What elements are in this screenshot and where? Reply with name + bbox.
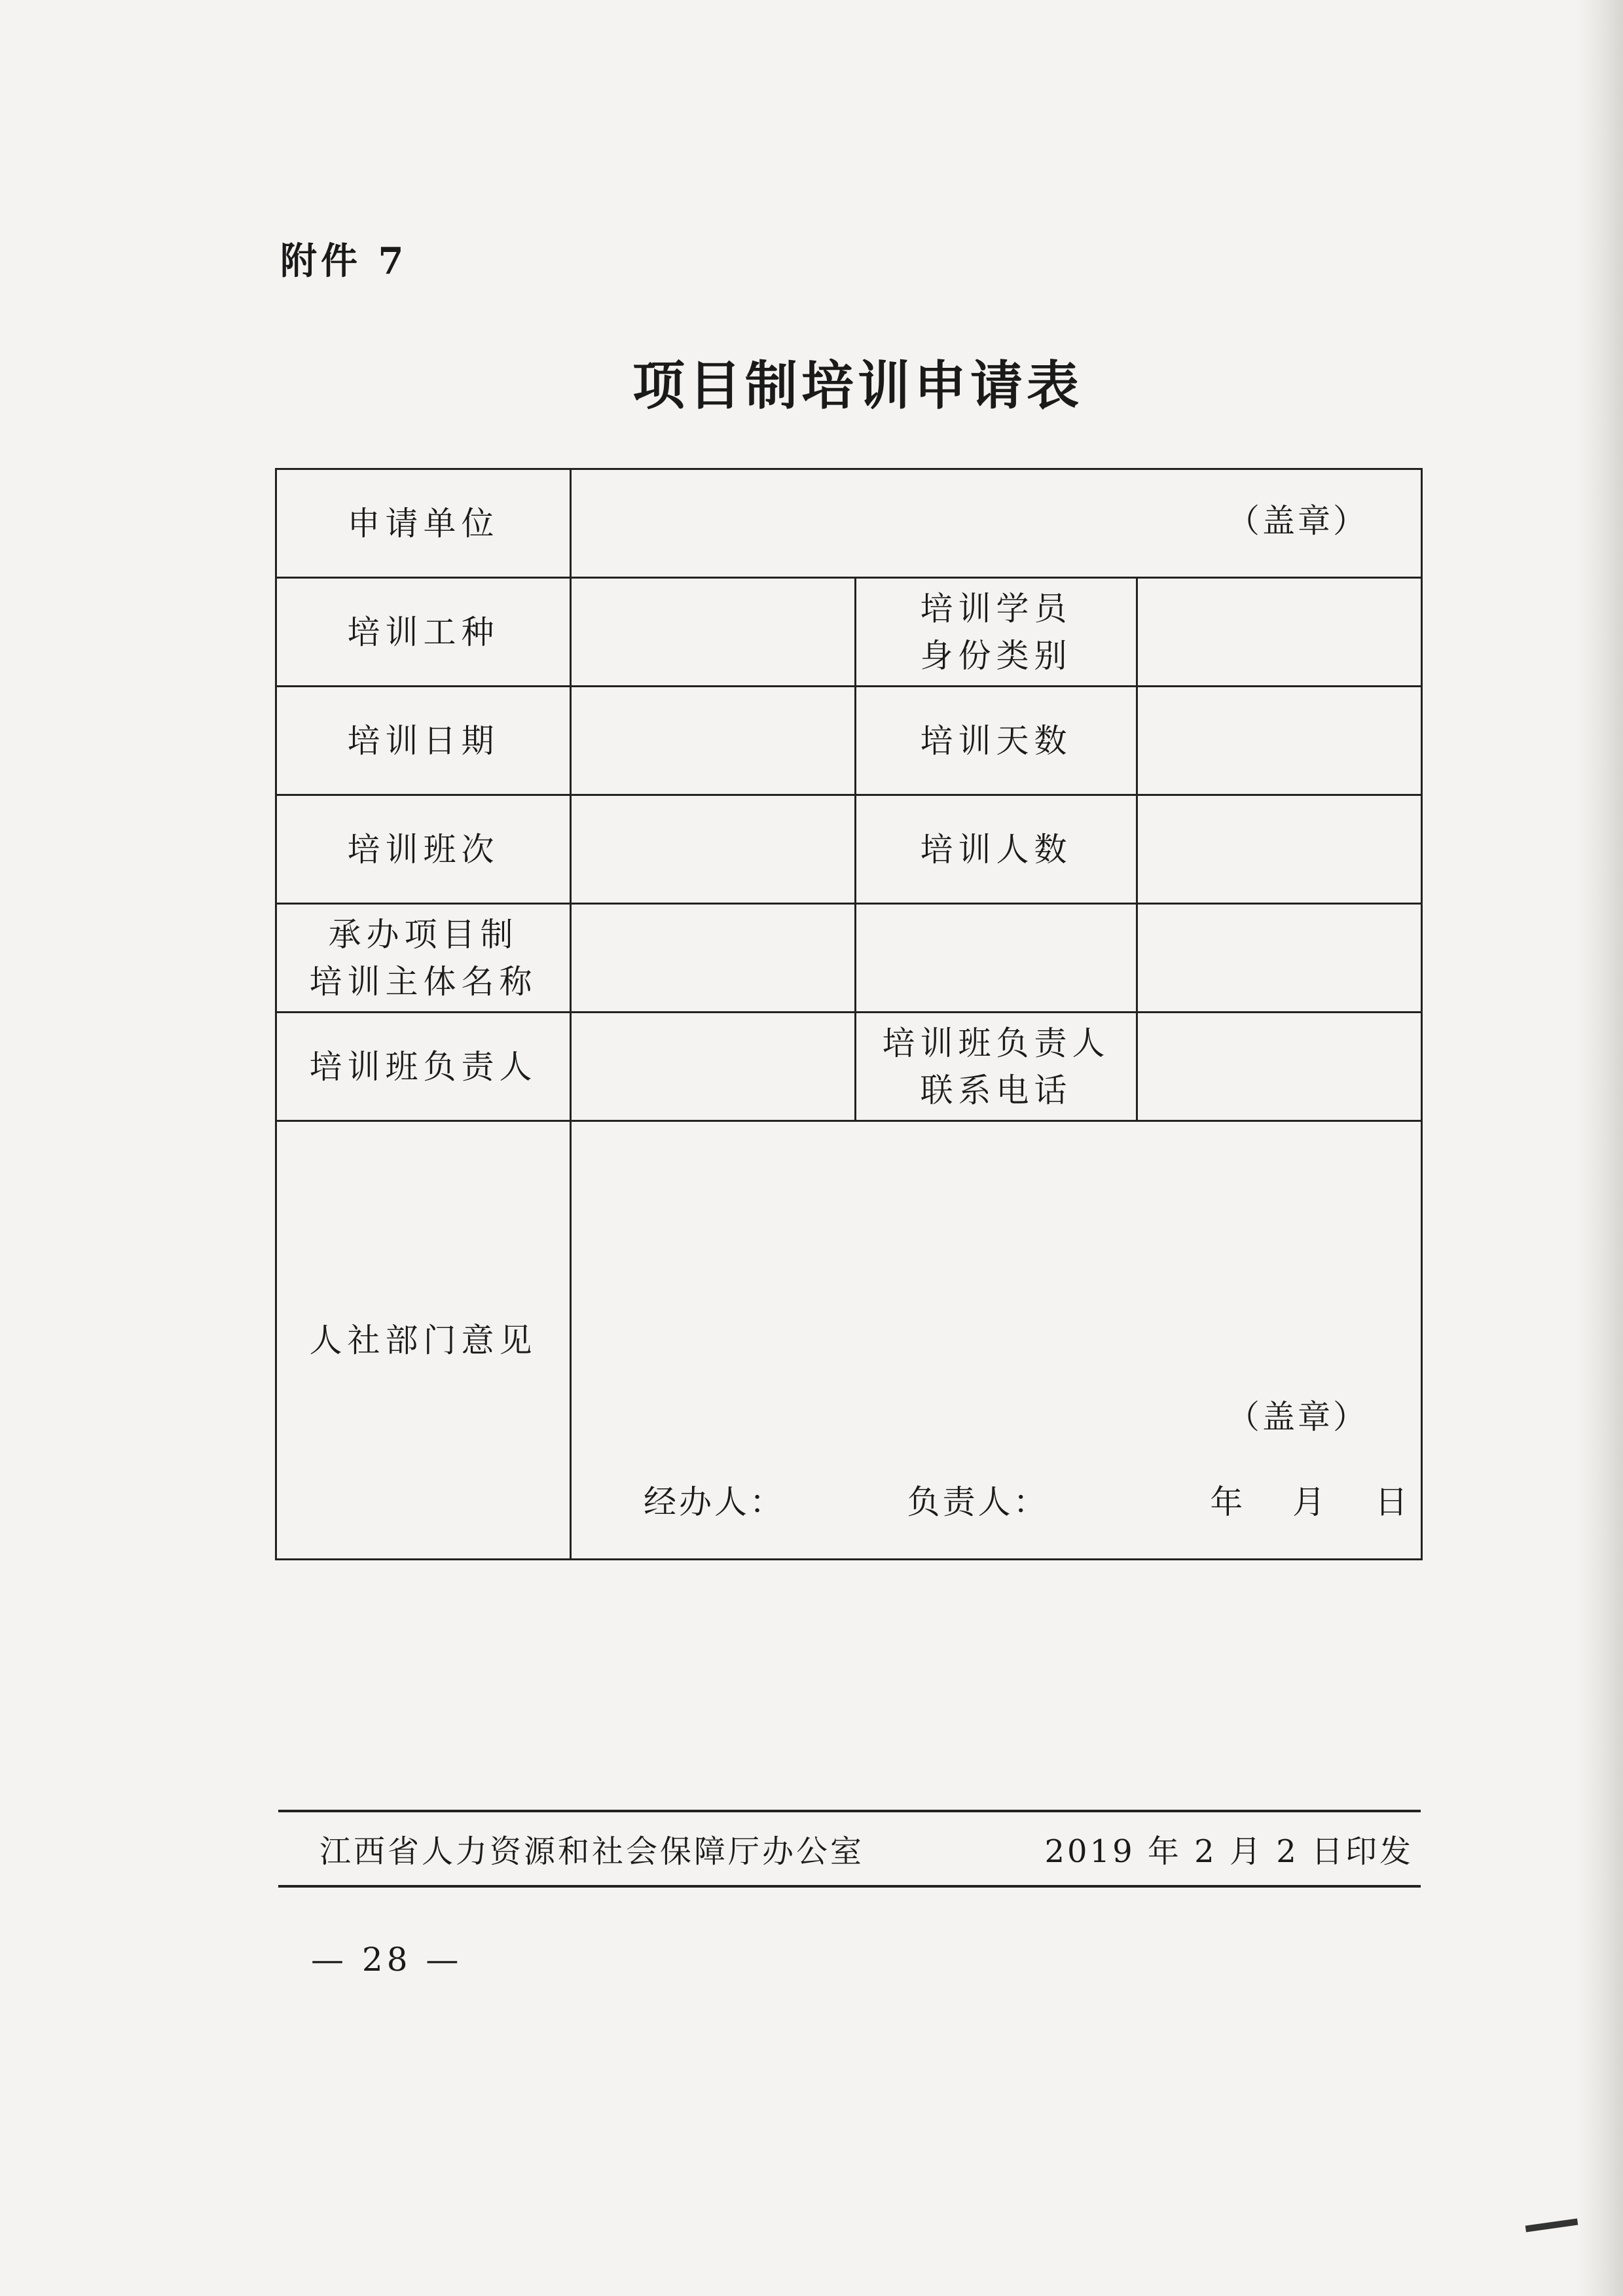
- application-form-table: [275, 468, 1423, 1560]
- trainee-identity-label: [856, 578, 1137, 687]
- organizer-name-label-line2: 培训主体名称: [309, 962, 538, 1001]
- training-type-field[interactable]: [571, 578, 856, 687]
- page-number: — 28 —: [311, 1941, 463, 1979]
- trainee-identity-label-line2: 身份类别: [920, 636, 1072, 675]
- date-month: 月: [1292, 1483, 1326, 1521]
- leader-phone-field[interactable]: [1137, 1013, 1422, 1121]
- leader-phone-label: [856, 1013, 1137, 1121]
- opinion-stamp-label: （盖章）: [1227, 1398, 1368, 1436]
- training-type-label: 培训工种: [276, 578, 571, 687]
- issue-date: 2019 年 2 月 2 日印发: [1044, 1833, 1413, 1870]
- class-leader-field[interactable]: [571, 1013, 856, 1121]
- row-training-date: [276, 687, 1422, 795]
- organizer-name-field[interactable]: [571, 904, 856, 1013]
- row-training-type: [276, 578, 1422, 687]
- hr-opinion-label: 人社部门意见: [276, 1121, 571, 1560]
- footer-bottom-rule: [278, 1885, 1421, 1888]
- trainee-count-field[interactable]: [1137, 795, 1422, 904]
- trainee-identity-label-line1: 培训学员: [920, 589, 1072, 628]
- training-days-field[interactable]: [1137, 687, 1422, 795]
- applicant-unit-label: 申请单位: [276, 469, 571, 578]
- hr-opinion-field[interactable]: [571, 1121, 1422, 1560]
- applicant-unit-field[interactable]: [571, 469, 1422, 578]
- issuer: 江西省人力资源和社会保障厅办公室: [319, 1833, 865, 1870]
- responsible-label: 负责人：: [907, 1483, 1049, 1521]
- training-date-field[interactable]: [571, 687, 856, 795]
- trainee-count-label: 培训人数: [856, 795, 1137, 904]
- training-date-label: 培训日期: [276, 687, 571, 795]
- training-class-label: 培训班次: [276, 795, 571, 904]
- scan-mark: [1525, 2218, 1578, 2232]
- row-class-leader: [276, 1013, 1422, 1121]
- row-organizer: [276, 904, 1422, 1013]
- date-placeholder: [1171, 1479, 1408, 1526]
- stamp-label: （盖章）: [1227, 502, 1368, 540]
- footer-top-rule: [278, 1810, 1421, 1812]
- handler-label: 经办人：: [644, 1483, 785, 1521]
- training-class-field[interactable]: [571, 795, 856, 904]
- organizer-extra-field-1[interactable]: [856, 904, 1137, 1013]
- leader-phone-label-line2: 联系电话: [920, 1071, 1072, 1109]
- organizer-extra-field-2[interactable]: [1137, 904, 1422, 1013]
- trainee-identity-field[interactable]: [1137, 578, 1422, 687]
- organizer-name-label-line1: 承办项目制: [328, 915, 519, 954]
- date-year: 年: [1210, 1483, 1243, 1521]
- form-title: 项目制培训申请表: [632, 355, 1083, 416]
- class-leader-label: 培训班负责人: [276, 1013, 571, 1121]
- row-training-class: [276, 795, 1422, 904]
- row-applicant-unit: [276, 469, 1422, 578]
- attachment-label: 附件 7: [280, 240, 408, 283]
- organizer-name-label: [276, 904, 571, 1013]
- footer: [319, 1826, 1413, 1871]
- date-day: 日: [1375, 1483, 1408, 1521]
- training-days-label: 培训天数: [856, 687, 1137, 795]
- leader-phone-label-line1: 培训班负责人: [882, 1024, 1110, 1062]
- row-hr-opinion: [276, 1121, 1422, 1560]
- signature-line: [644, 1479, 1408, 1526]
